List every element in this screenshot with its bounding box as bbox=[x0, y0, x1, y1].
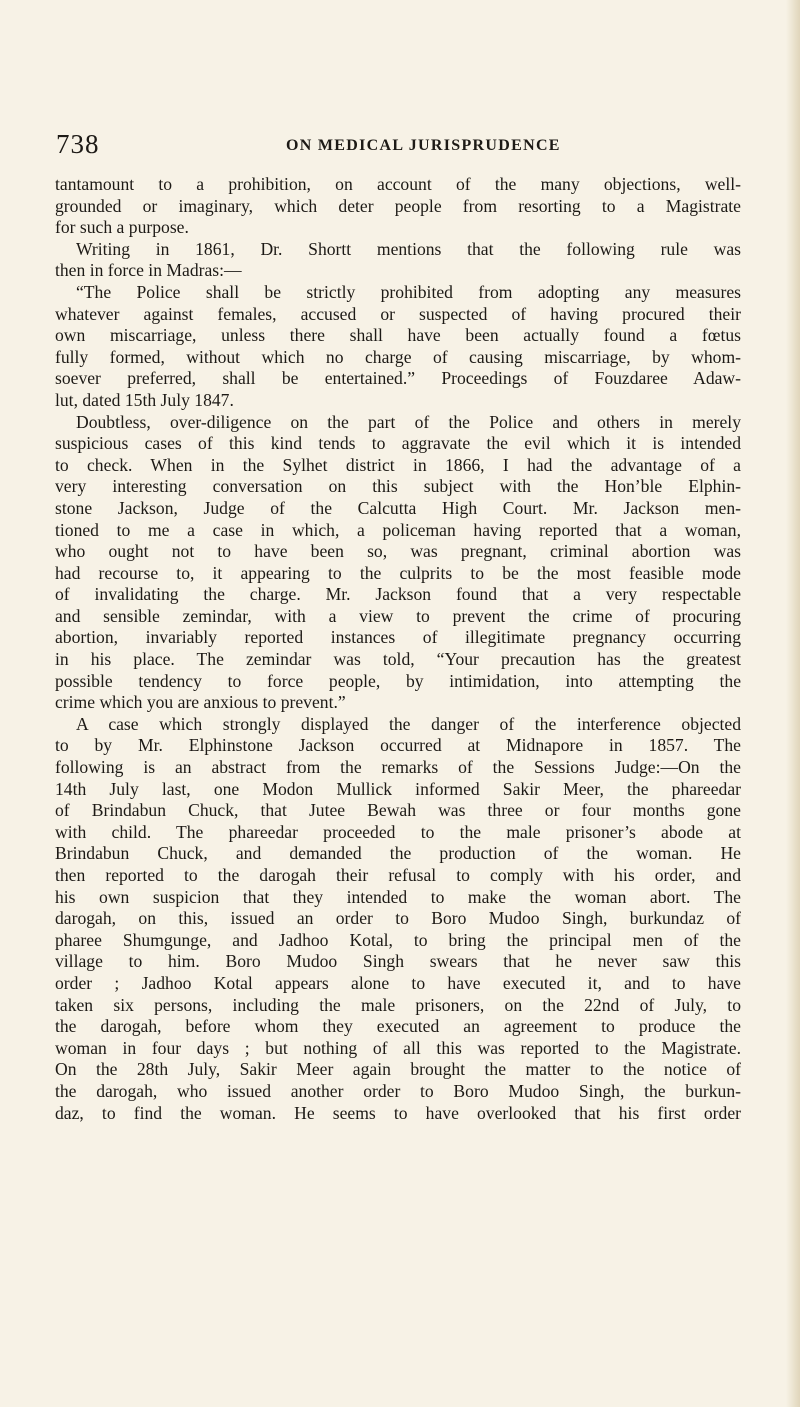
text-line: tioned to me a case in which, a policeman having reported that a woman, bbox=[55, 519, 741, 540]
text-line: fully formed, without which no charge of causing miscarriage, by whom- bbox=[55, 346, 741, 367]
text-line: stone Jackson, Judge of the Calcutta High Court. Mr. Jackson men- bbox=[55, 497, 741, 518]
page-edge-shadow bbox=[786, 0, 800, 1407]
text-line: to by Mr. Elphinstone Jackson occurred at Midnapore in 1857. The bbox=[55, 735, 741, 756]
text-line: lut, dated 15th July 1847. bbox=[55, 389, 234, 410]
text-line: of invalidating the charge. Mr. Jackson found that a very respectable bbox=[55, 584, 741, 605]
text-line: of Brindabun Chuck, that Jutee Bewah was three or four months gone bbox=[55, 800, 741, 821]
text-line: had recourse to, it appearing to the culprits to be the most feasible mode bbox=[55, 562, 741, 583]
text-line: the darogah, who issued another order to Boro Mudoo Singh, the burkun- bbox=[55, 1080, 741, 1101]
text-line: following is an abstract from the remarks of the Sessions Judge:—On the bbox=[55, 757, 741, 778]
text-line: tantamount to a prohibition, on account of the many objections, well- bbox=[55, 174, 741, 194]
text-line: crime which you are anxious to prevent.” bbox=[55, 692, 346, 713]
text-line: then in force in Madras:— bbox=[55, 260, 242, 281]
text-line: with child. The phareedar proceeded to the male prisoner’s abode at bbox=[55, 821, 741, 842]
text-line: Doubtless, over-diligence on the part of the Police and others in merely bbox=[76, 411, 741, 432]
running-head: ON MEDICAL JURISPRUDENCE bbox=[286, 137, 561, 154]
text-line: order ; Jadhoo Kotal appears alone to have executed it, and to have bbox=[55, 972, 741, 993]
text-line: abortion, invariably reported instances of illegitimate pregnancy occurring bbox=[55, 627, 741, 648]
text-line: soever preferred, shall be entertained.” Proceedings of Fouzdaree Adaw- bbox=[55, 368, 741, 389]
text-line: village to him. Boro Mudoo Singh swears that he never saw this bbox=[55, 951, 741, 972]
page-number: 738 bbox=[56, 129, 100, 159]
text-line: his own suspicion that they intended to make the woman abort. The bbox=[55, 886, 741, 907]
text-line: woman in four days ; but nothing of all this was reported to the Magistrate. bbox=[55, 1037, 741, 1058]
text-line: Writing in 1861, Dr. Shortt mentions that the following rule was bbox=[76, 238, 741, 259]
text-line: “The Police shall be strictly prohibited from adopting any measures bbox=[76, 281, 741, 302]
text-line: grounded or imaginary, which deter people from resorting to a Magistrate bbox=[55, 195, 741, 216]
text-line: 14th July last, one Modon Mullick informed Sakir Meer, the phareedar bbox=[55, 778, 741, 799]
text-line: suspicious cases of this kind tends to aggravate the evil which it is intended bbox=[55, 433, 741, 454]
text-line: for such a purpose. bbox=[55, 217, 189, 238]
text-line: the darogah, before whom they executed an agreement to produce the bbox=[55, 1016, 741, 1037]
text-line: own miscarriage, unless there shall have been actually found a fœtus bbox=[55, 325, 741, 346]
text-line: darogah, on this, issued an order to Boro Mudoo Singh, burkundaz of bbox=[55, 908, 741, 929]
text-line: taken six persons, including the male prisoners, on the 22nd of July, to bbox=[55, 994, 741, 1015]
text-line: Brindabun Chuck, and demanded the production of the woman. He bbox=[55, 843, 741, 864]
text-line: who ought not to have been so, was pregnant, criminal abortion was bbox=[55, 541, 741, 562]
text-line: then reported to the darogah their refusal to comply with his order, and bbox=[55, 865, 741, 885]
body-text bbox=[55, 174, 741, 1124]
text-line: to check. When in the Sylhet district in 1866, I had the advantage of a bbox=[55, 454, 741, 475]
text-line: in his place. The zemindar was told, “Your precaution has the greatest bbox=[55, 649, 741, 670]
page-header bbox=[0, 128, 800, 160]
text-line: whatever against females, accused or suspected of having procured their bbox=[55, 303, 741, 324]
text-line: daz, to find the woman. He seems to have overlooked that his first order bbox=[55, 1102, 741, 1123]
text-line: pharee Shumgunge, and Jadhoo Kotal, to bring the principal men of the bbox=[55, 929, 741, 950]
text-line: and sensible zemindar, with a view to prevent the crime of procuring bbox=[55, 605, 741, 626]
text-line: possible tendency to force people, by intimidation, into attempting the bbox=[55, 670, 741, 691]
text-line: A case which strongly displayed the danger of the interference objected bbox=[76, 713, 741, 734]
text-line: On the 28th July, Sakir Meer again brought the matter to the notice of bbox=[55, 1059, 741, 1080]
text-line: very interesting conversation on this subject with the Hon’ble Elphin- bbox=[55, 476, 741, 497]
